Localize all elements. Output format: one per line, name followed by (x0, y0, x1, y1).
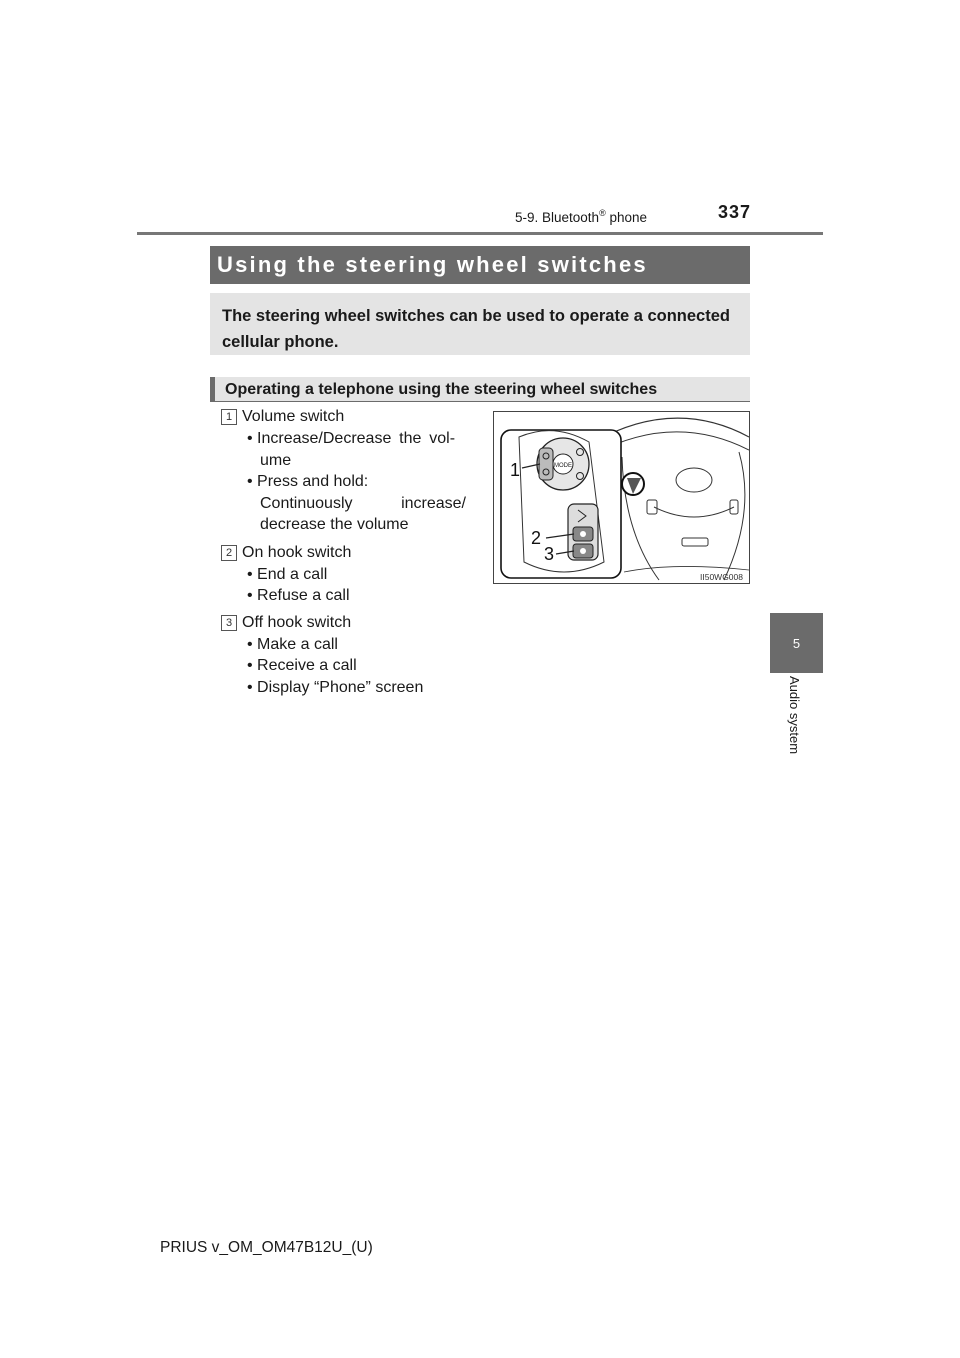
page-number: 337 (718, 202, 752, 222)
header-rule (137, 232, 823, 235)
figure-callout-3: 3 (544, 544, 555, 564)
page-title: Using the steering wheel switches (210, 246, 750, 284)
bullet-item: • End a call (247, 566, 328, 583)
intro-text: The steering wheel switches can be used to operate a connected cellular phone. (210, 293, 750, 355)
bullet-item: • Increase/Decrease the vol- (247, 430, 456, 447)
item-label-on-hook: On hook switch (242, 544, 352, 561)
bullet-item: • Display “Phone” screen (247, 679, 424, 696)
chapter-label: Audio system (787, 676, 802, 755)
figure-code: II50WG008 (700, 572, 743, 582)
section-header: 5-9. Bluetooth® phone (515, 208, 647, 225)
item-label-off-hook: Off hook switch (242, 614, 352, 631)
bullet-continuation: ume (260, 452, 292, 469)
bullet-item: • Make a call (247, 636, 338, 653)
bullet-item: • Press and hold: (247, 473, 369, 490)
item-number-3: 3 (221, 615, 237, 631)
chapter-tab: 5 (770, 613, 823, 673)
bullet-item: • Refuse a call (247, 587, 350, 604)
item-number-2: 2 (221, 545, 237, 561)
bullet-continuation: decrease the volume (260, 516, 409, 533)
figure-callout-1: 1 (510, 460, 521, 480)
bullet-continuation: Continuously increase/ (260, 495, 466, 512)
mode-button-label: MODE (554, 463, 572, 469)
item-label-volume: Volume switch (242, 408, 345, 425)
figure-callout-2: 2 (531, 528, 542, 548)
steering-wheel-illustration (494, 412, 749, 583)
subheading: Operating a telephone using the steering wheel switches (210, 377, 750, 402)
bullet-item: • Receive a call (247, 657, 357, 674)
item-number-1: 1 (221, 409, 237, 425)
footer-model-code: PRIUS v_OM_OM47B12U_(U) (160, 1239, 373, 1256)
steering-wheel-figure (493, 411, 750, 584)
